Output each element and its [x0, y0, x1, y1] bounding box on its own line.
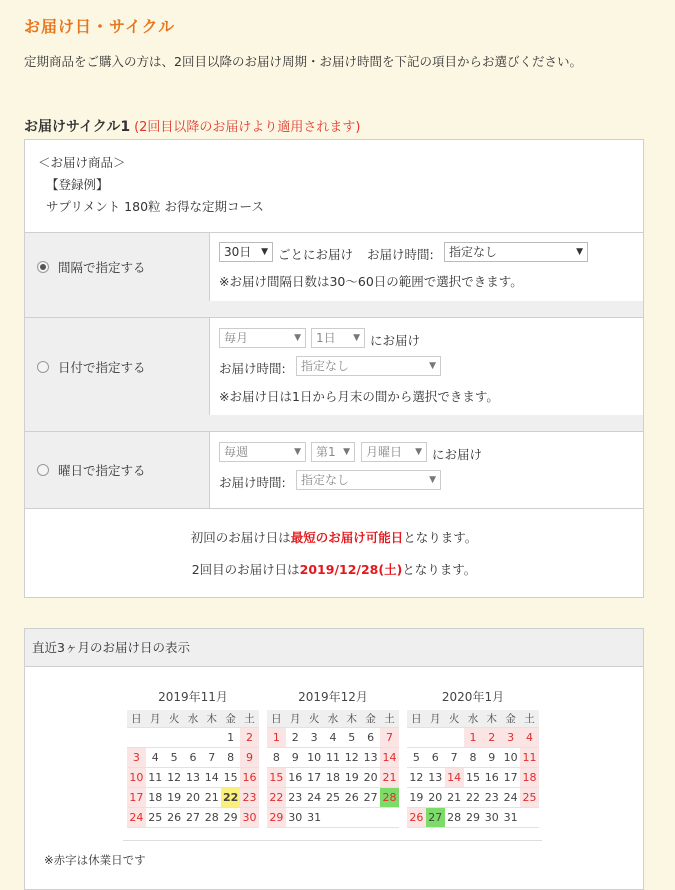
calendar-day: 21: [202, 788, 221, 808]
calendar-day: 15: [221, 768, 240, 788]
calendar-day: 12: [342, 748, 361, 768]
chevron-down-icon: ▼: [294, 447, 301, 457]
weekday-header: 水: [324, 710, 343, 728]
interval-time-select[interactable]: [444, 242, 588, 262]
calendar-empty: [520, 808, 539, 828]
calendar-day: 4: [324, 728, 343, 748]
calendar-day: 3: [127, 748, 146, 768]
delivery-summary: [25, 507, 643, 597]
calendar-empty: [426, 728, 445, 748]
first-delivery-text: [25, 528, 643, 546]
calendar-day: 26: [342, 788, 361, 808]
calendar-empty: [324, 808, 343, 828]
calendar-day: 13: [361, 748, 380, 768]
option-interval-row: [25, 232, 643, 302]
calendar-empty: [184, 728, 203, 748]
calendar-day: 23: [286, 788, 305, 808]
calendar-day: 19: [342, 768, 361, 788]
interval-every-text: ごとにお届け: [278, 247, 354, 262]
calendar-empty: [202, 728, 221, 748]
option-weekday-text: 曜日で指定する: [58, 463, 146, 478]
calendar-day: 2: [240, 728, 259, 748]
radio-interval[interactable]: [37, 261, 49, 273]
date-period-value: 毎月: [224, 331, 249, 345]
calendar-day: 24: [127, 808, 146, 828]
calendar-day: 8: [464, 748, 483, 768]
date-time-select[interactable]: [296, 356, 441, 376]
calendar-day: 1: [221, 728, 240, 748]
calendar-day: 14: [202, 768, 221, 788]
weekday-day-select[interactable]: [361, 442, 427, 462]
calendar-day: 10: [127, 768, 146, 788]
calendar-month-title: 2019年11月: [158, 690, 228, 704]
product-info: [38, 152, 264, 218]
weekday-header: 水: [184, 710, 203, 728]
weekday-header: 金: [221, 710, 240, 728]
calendar-day: 26: [165, 808, 184, 828]
weekday-header: 木: [482, 710, 501, 728]
date-note: ※お届け日は1日から月末の間から選択できます。: [219, 389, 499, 404]
interval-days-select[interactable]: [219, 242, 273, 262]
weekday-header: 日: [407, 710, 426, 728]
calendar-day: 25: [520, 788, 539, 808]
weekday-header: 木: [342, 710, 361, 728]
weekday-header: 火: [165, 710, 184, 728]
calendar-empty: [380, 808, 399, 828]
weekday-period-value: 毎週: [224, 445, 249, 459]
calendar-day: 9: [482, 748, 501, 768]
calendar-day: 26: [407, 808, 426, 828]
calendar-day: 28: [380, 788, 399, 808]
calendar-empty: [445, 728, 464, 748]
calendar-day: 9: [240, 748, 259, 768]
product-example: 【登録例】: [38, 177, 109, 192]
calendar-day: 14: [445, 768, 464, 788]
calendar-day: 22: [221, 788, 240, 808]
weekday-time-label: お届け時間:: [219, 475, 286, 490]
date-suffix: にお届け: [370, 333, 421, 348]
calendar-day: 5: [165, 748, 184, 768]
calendar-day: 16: [240, 768, 259, 788]
calendar-day: 13: [426, 768, 445, 788]
calendar-empty: [146, 728, 165, 748]
option-weekday-row: [25, 431, 643, 509]
calendar-day: 27: [184, 808, 203, 828]
second-suffix: となります。: [402, 562, 477, 577]
calendar-day: 7: [202, 748, 221, 768]
calendar-day: 6: [426, 748, 445, 768]
calendar-day: 19: [407, 788, 426, 808]
radio-date[interactable]: [37, 361, 49, 373]
interval-note: ※お届け間隔日数は30〜60日の範囲で選択できます。: [219, 274, 523, 289]
calendar-day: 16: [286, 768, 305, 788]
date-period-select[interactable]: [219, 328, 306, 348]
calendar-day: 23: [482, 788, 501, 808]
calendar-day: 30: [286, 808, 305, 828]
calendar-day: 9: [286, 748, 305, 768]
chevron-down-icon: ▼: [343, 447, 350, 457]
calendar-month: [127, 688, 259, 828]
chevron-down-icon: ▼: [429, 475, 436, 485]
chevron-down-icon: ▼: [429, 361, 436, 371]
chevron-down-icon: ▼: [576, 247, 583, 257]
calendar-day: 31: [501, 808, 520, 828]
weekday-time-select[interactable]: [296, 470, 441, 490]
chevron-down-icon: ▼: [261, 247, 268, 257]
calendar-day: 23: [240, 788, 259, 808]
weekday-header: 水: [464, 710, 483, 728]
calendar-day: 2: [286, 728, 305, 748]
calendar-day: 3: [305, 728, 324, 748]
chevron-down-icon: ▼: [353, 333, 360, 343]
weekday-header: 金: [361, 710, 380, 728]
weekday-header: 土: [520, 710, 539, 728]
weekday-day-value: 月曜日: [366, 445, 403, 459]
weekday-week-select[interactable]: [311, 442, 355, 462]
weekday-header: 木: [202, 710, 221, 728]
calendar-empty: [127, 728, 146, 748]
first-highlight: 最短のお届け可能日: [290, 530, 404, 545]
calendar-day: 15: [267, 768, 286, 788]
weekday-header: 日: [267, 710, 286, 728]
date-day-value: 1日: [316, 331, 336, 345]
calendar-day: 6: [184, 748, 203, 768]
weekday-header: 火: [445, 710, 464, 728]
interval-time-value: 指定なし: [449, 245, 498, 259]
option-date-row: [25, 317, 643, 416]
cycle-note: (2回目以降のお届けより適用されます): [134, 120, 361, 135]
calendar-day: 7: [380, 728, 399, 748]
weekday-header: 金: [501, 710, 520, 728]
calendar-day: 16: [482, 768, 501, 788]
calendar-day: 22: [464, 788, 483, 808]
row-gap: [25, 415, 643, 431]
calendar-empty: [342, 808, 361, 828]
calendar-day: 28: [445, 808, 464, 828]
cycle-title-text: お届けサイクル1: [24, 119, 131, 135]
calendar-day: 11: [324, 748, 343, 768]
calendar-day: 4: [520, 728, 539, 748]
weekday-header: 土: [380, 710, 399, 728]
calendar-day: 12: [165, 768, 184, 788]
calendar-day: 18: [520, 768, 539, 788]
second-delivery-date: 2019/12/28(土): [299, 562, 403, 577]
calendar-empty: [407, 728, 426, 748]
calendar-day: 8: [221, 748, 240, 768]
calendar-day: 20: [184, 788, 203, 808]
calendar-grid: [407, 710, 539, 828]
interval-time-label: お届け時間:: [367, 247, 434, 262]
calendar-grid: [127, 710, 259, 828]
calendar-day: 17: [305, 768, 324, 788]
calendar-day: 20: [426, 788, 445, 808]
weekday-time-value: 指定なし: [301, 473, 350, 487]
chevron-down-icon: ▼: [415, 447, 422, 457]
calendar-day: 31: [305, 808, 324, 828]
calendar-day: 7: [445, 748, 464, 768]
option-interval-label[interactable]: [25, 233, 210, 301]
calendar-day: 5: [342, 728, 361, 748]
calendar-footnote: ※赤字は休業日です: [44, 853, 146, 867]
second-delivery-text: [25, 560, 643, 578]
calendar-day: 2: [482, 728, 501, 748]
weekday-header: 月: [286, 710, 305, 728]
weekday-header: 日: [127, 710, 146, 728]
calendar-day: 11: [520, 748, 539, 768]
weekday-header: 火: [305, 710, 324, 728]
calendar-day: 25: [146, 808, 165, 828]
calendar-day: 6: [361, 728, 380, 748]
date-day-select[interactable]: [311, 328, 365, 348]
calendar-day: 1: [464, 728, 483, 748]
cycle-title: [24, 116, 360, 136]
weekday-suffix: にお届け: [432, 447, 483, 462]
calendar-month-title: 2020年1月: [441, 690, 505, 704]
calendar-day: 18: [324, 768, 343, 788]
option-interval-text: 間隔で指定する: [58, 260, 146, 275]
calendar-day: 29: [221, 808, 240, 828]
calendar-day: 30: [482, 808, 501, 828]
calendar-day: 17: [127, 788, 146, 808]
chevron-down-icon: ▼: [294, 333, 301, 343]
calendar-day: 27: [361, 788, 380, 808]
row-gap: [25, 301, 643, 317]
calendar-day: 19: [165, 788, 184, 808]
calendar-day: 14: [380, 748, 399, 768]
calendar-day: 4: [146, 748, 165, 768]
date-time-label: お届け時間:: [219, 361, 286, 376]
first-suffix: となります。: [403, 530, 478, 545]
calendar-day: 10: [305, 748, 324, 768]
calendar-day: 21: [445, 788, 464, 808]
calendar-day: 20: [361, 768, 380, 788]
interval-days-value: 30日: [224, 245, 252, 259]
calendar-day: 10: [501, 748, 520, 768]
calendar-month: [407, 688, 539, 828]
radio-weekday[interactable]: [37, 464, 49, 476]
calendar-day: 29: [267, 808, 286, 828]
intro-text: 定期商品をご購入の方は、2回目以降のお届け周期・お届け時間を下記の項目からお選びください。: [24, 54, 582, 69]
calendar-day: 27: [426, 808, 445, 828]
calendar-day: 28: [202, 808, 221, 828]
calendar-day: 22: [267, 788, 286, 808]
calendar-day: 13: [184, 768, 203, 788]
calendar-day: 24: [305, 788, 324, 808]
first-prefix: 初回のお届け日は: [190, 530, 291, 545]
option-date-text: 日付で指定する: [58, 359, 146, 375]
calendar-empty: [361, 808, 380, 828]
calendar-day: 24: [501, 788, 520, 808]
weekday-period-select[interactable]: [219, 442, 306, 462]
calendar-empty: [165, 728, 184, 748]
option-weekday-label[interactable]: [25, 432, 210, 508]
product-name: サプリメント 180粒 お得な定期コース: [38, 199, 264, 214]
calendar-day: 25: [324, 788, 343, 808]
calendar-day: 5: [407, 748, 426, 768]
calendar-day: 18: [146, 788, 165, 808]
weekday-week-value: 第1: [316, 445, 336, 459]
weekday-header: 月: [146, 710, 165, 728]
weekday-header: 月: [426, 710, 445, 728]
second-prefix: 2回目のお届け日は: [191, 562, 300, 577]
calendar-day: 15: [464, 768, 483, 788]
date-time-value: 指定なし: [301, 359, 350, 373]
calendar-day: 8: [267, 748, 286, 768]
weekday-header: 土: [240, 710, 259, 728]
calendar-title: 直近3ヶ月のお届け日の表示: [25, 629, 643, 667]
calendar-grid: [267, 710, 399, 828]
calendar-divider: [123, 840, 542, 841]
calendar-day: 17: [501, 768, 520, 788]
calendar-month-title: 2019年12月: [298, 690, 368, 704]
calendar-day: 30: [240, 808, 259, 828]
calendar-day: 3: [501, 728, 520, 748]
page-title: お届け日・サイクル: [24, 17, 176, 36]
product-heading: ＜お届け商品＞: [38, 155, 126, 170]
calendar-day: 11: [146, 768, 165, 788]
calendar-day: 12: [407, 768, 426, 788]
option-date-label[interactable]: [25, 318, 210, 415]
calendar-day: 21: [380, 768, 399, 788]
calendar-month: [267, 688, 399, 828]
calendar-day: 29: [464, 808, 483, 828]
calendar-day: 1: [267, 728, 286, 748]
